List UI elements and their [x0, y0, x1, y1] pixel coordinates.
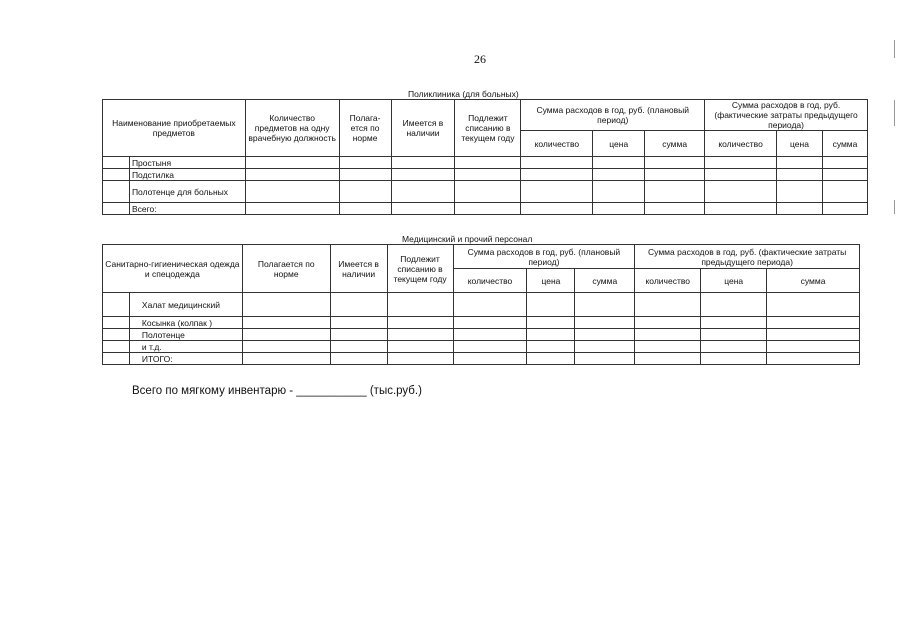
- col-available-header: Имеется в наличии: [391, 100, 455, 157]
- planned-qty-header: количество: [453, 269, 527, 293]
- scan-edge-mark: [894, 200, 895, 214]
- col-planned-header: Сумма расходов в год, руб. (плановый период): [521, 100, 705, 131]
- planned-price-header: цена: [527, 269, 575, 293]
- actual-price-header: цена: [777, 131, 823, 157]
- polyclinic-caption: Поликлиника (для больных): [408, 89, 519, 99]
- col-norm-header: Полагается по норме: [242, 245, 330, 293]
- actual-sum-header: сумма: [822, 131, 867, 157]
- planned-qty-header: количество: [521, 131, 593, 157]
- table-row-label: Косынка (колпак ): [129, 317, 242, 329]
- planned-price-header: цена: [593, 131, 645, 157]
- staff-caption: Медицинский и прочий персонал: [402, 234, 533, 244]
- actual-qty-header: количество: [705, 131, 777, 157]
- col-actual-header: Сумма расходов в год, руб. (фактические затраты предыдущего периода): [705, 100, 868, 131]
- page-number: 26: [474, 52, 486, 66]
- table-row-label: и т.д.: [129, 341, 242, 353]
- col-planned-header: Сумма расходов в год, руб. (плановый период): [453, 245, 635, 269]
- polyclinic-table: [102, 99, 868, 215]
- planned-sum-header: сумма: [575, 269, 635, 293]
- table-row-label: ИТОГО:: [129, 353, 242, 365]
- actual-qty-header: количество: [635, 269, 701, 293]
- scan-edge-mark: [894, 40, 895, 58]
- planned-sum-header: сумма: [645, 131, 705, 157]
- table-row-label: Халат медицинский: [129, 293, 242, 317]
- col-writeoff-header: Подлежит списанию в текущем году: [455, 100, 521, 157]
- soft-inventory-total-line: Всего по мягкому инвентарю - ___________ (тыс.руб.): [132, 385, 422, 397]
- table-row-label: Простыня: [129, 157, 245, 169]
- table-row-label: Полотенце для больных: [129, 181, 245, 203]
- table-row-label: Всего:: [129, 203, 245, 215]
- col-norm-header: Полага-ется по норме: [339, 100, 391, 157]
- actual-price-header: цена: [701, 269, 767, 293]
- col-writeoff-header: Подлежит списанию в текущем году: [387, 245, 453, 293]
- col-available-header: Имеется в наличии: [330, 245, 387, 293]
- col-actual-header: Сумма расходов в год, руб. (фактические затраты предыдущего периода): [635, 245, 860, 269]
- col-name-header: Наименование приобретаемых предметов: [103, 100, 246, 157]
- table-row-label: Подстилка: [129, 169, 245, 181]
- scan-edge-mark: [894, 100, 895, 126]
- table-row-label: Полотенце: [129, 329, 242, 341]
- actual-sum-header: сумма: [767, 269, 860, 293]
- col-qty-position-header: Количество предметов на одну врачебную должность: [245, 100, 339, 157]
- col-name-header: Санитарно-гигиеническая одежда и спецодежда: [103, 245, 243, 293]
- staff-table: [102, 244, 860, 365]
